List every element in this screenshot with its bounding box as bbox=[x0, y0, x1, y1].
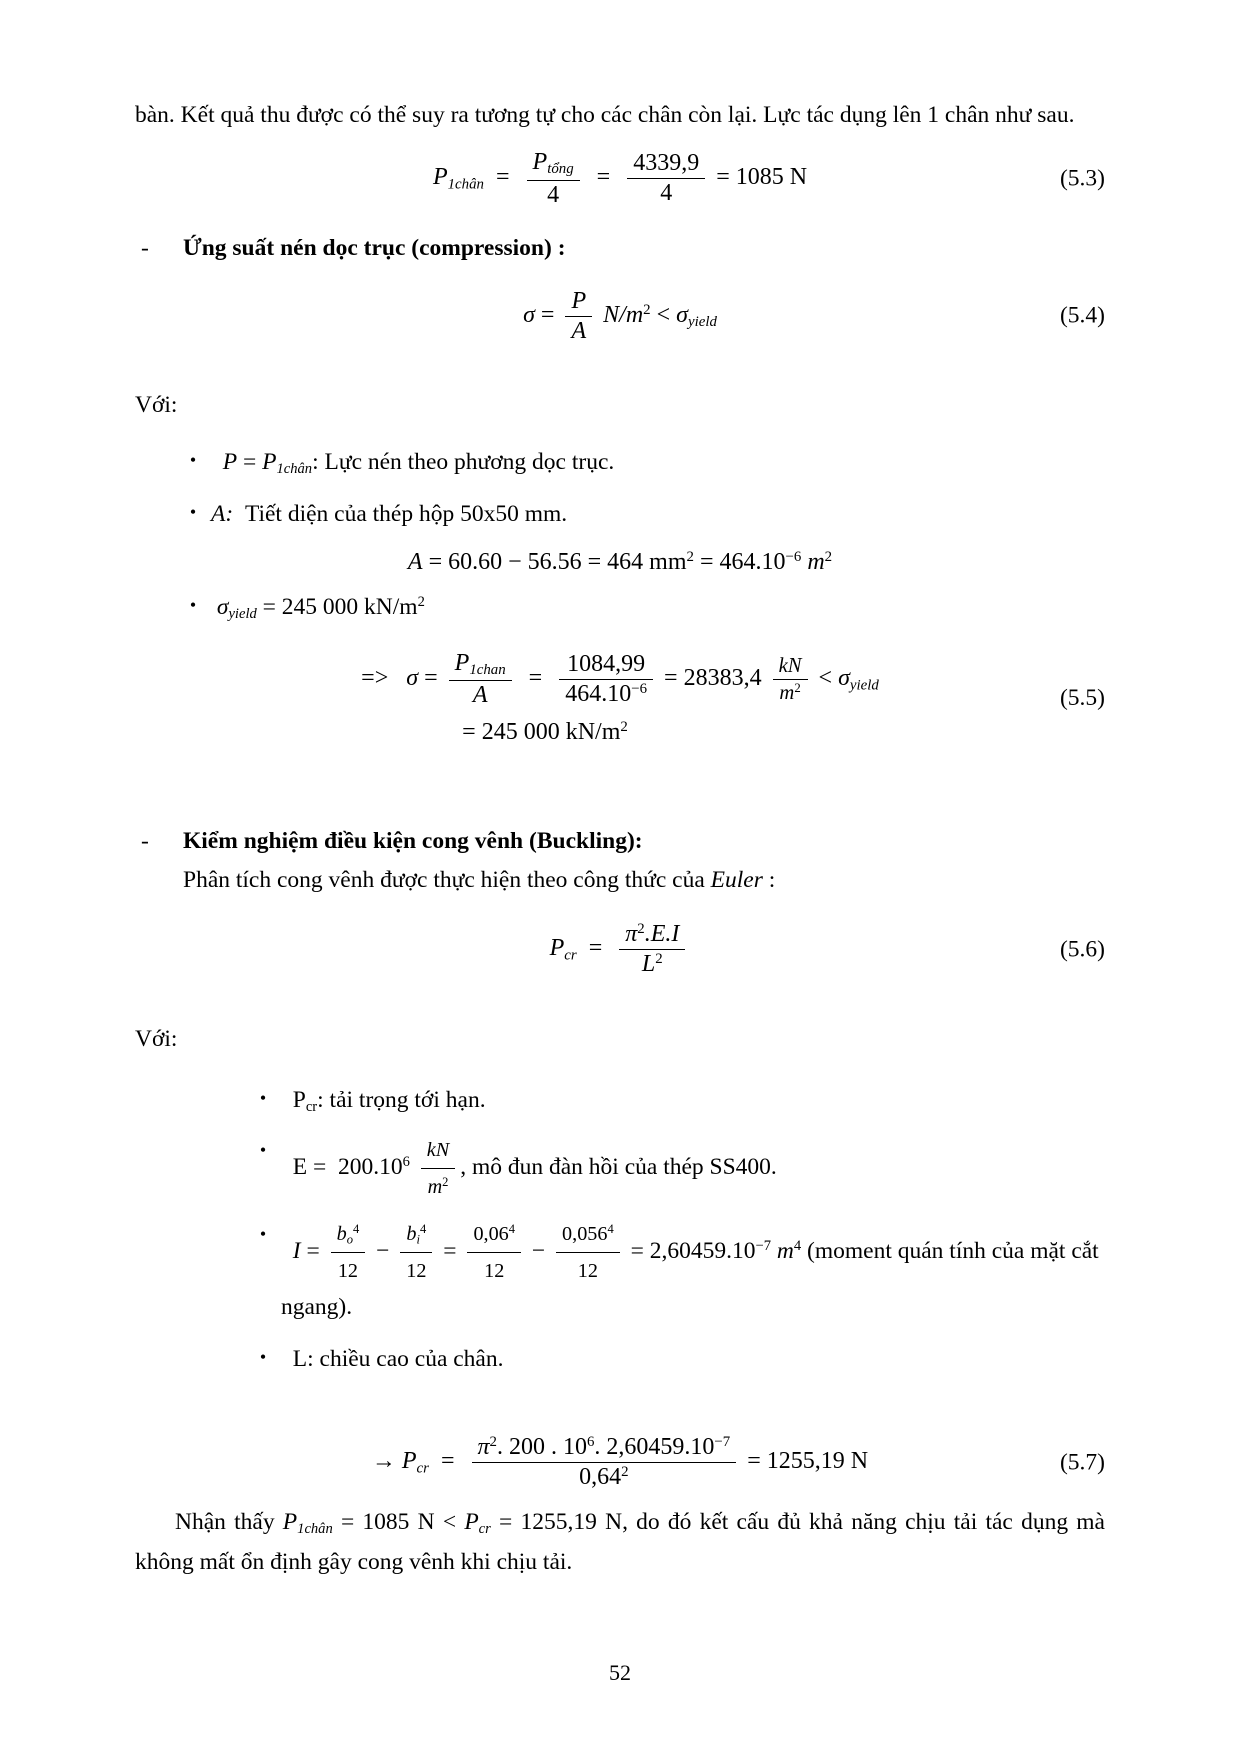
eq55-sigma-yield: σ bbox=[838, 665, 850, 692]
eq55-sigma: σ bbox=[406, 665, 419, 692]
eq55-den2-sup: −6 bbox=[631, 680, 648, 697]
area-sup-1: 2 bbox=[686, 548, 694, 565]
e-unit-fraction bbox=[421, 1133, 455, 1205]
buckling-label: Kiểm nghiệm điều kiện cong vênh (Buckling): bbox=[183, 828, 643, 855]
l-symbol: L bbox=[292, 1346, 308, 1373]
eq53-num-1 bbox=[527, 149, 580, 179]
eq55-unit-den-sup: 2 bbox=[794, 680, 801, 695]
area-tail: m bbox=[807, 549, 825, 576]
bullet-dot-icon: • bbox=[259, 1223, 267, 1244]
i-fraction-1 bbox=[331, 1217, 366, 1289]
list-item-moment-inertia bbox=[245, 1217, 1105, 1329]
e-unit-den-sup: 2 bbox=[442, 1175, 449, 1190]
pcr-text bbox=[281, 1081, 1105, 1121]
i-fraction-3 bbox=[467, 1217, 521, 1289]
i-fraction-4 bbox=[556, 1217, 620, 1289]
a-definition-text bbox=[211, 495, 1105, 535]
list-item-l-height bbox=[245, 1340, 1105, 1380]
i-num1-sup: 4 bbox=[352, 1221, 360, 1236]
eq55-equals-2: = bbox=[522, 665, 549, 692]
i-num2-sub: i bbox=[416, 1232, 420, 1247]
eq54-fraction bbox=[565, 288, 592, 345]
section-compression bbox=[135, 235, 1105, 262]
eq56-fraction bbox=[619, 921, 685, 978]
i-num-2 bbox=[400, 1217, 432, 1252]
compression-dash: - bbox=[141, 234, 149, 261]
eq55-sigma-yield-sub: yield bbox=[849, 677, 879, 694]
e-symbol: E bbox=[292, 1154, 308, 1181]
buckling-subtext-pre: Phân tích cong vênh được thực hiện theo công thức của bbox=[183, 867, 705, 894]
eq54-sigma-yield: σ bbox=[676, 301, 688, 328]
conclusion-mid2: = 1255,19 N bbox=[499, 1508, 623, 1535]
eq55-num1-sub: 1chan bbox=[469, 662, 506, 679]
eq55-result: = 28383,4 bbox=[664, 665, 762, 692]
eq57-fraction bbox=[472, 1434, 737, 1491]
area-A: A bbox=[407, 549, 423, 576]
buckling-euler: Euler bbox=[710, 867, 763, 894]
eq53-fraction-1 bbox=[527, 149, 580, 208]
e-equals: = bbox=[312, 1154, 327, 1181]
eq56-equals: = bbox=[588, 935, 603, 962]
i-num-3 bbox=[467, 1217, 521, 1252]
i-equals: = bbox=[306, 1237, 320, 1264]
buckling-dash: - bbox=[141, 828, 149, 855]
eq55-line2-sup: 2 bbox=[620, 719, 628, 736]
i-num2-base: b bbox=[406, 1222, 417, 1245]
p-var: P bbox=[262, 448, 277, 475]
p-equals: = bbox=[242, 448, 257, 475]
eq57-num-mid2: . 2,60459.10 bbox=[594, 1434, 715, 1461]
sigma-yield-sub: yield bbox=[228, 606, 257, 623]
eq56-num-sup: 2 bbox=[637, 921, 645, 938]
equation-5-5-line2 bbox=[135, 719, 1105, 746]
bullet-dot-icon: • bbox=[189, 595, 197, 616]
area-sup-3: 2 bbox=[824, 548, 833, 565]
i-den-3: 12 bbox=[467, 1252, 521, 1288]
bullet-dot-icon: • bbox=[189, 449, 197, 470]
bullet-dot-icon: • bbox=[259, 1087, 267, 1108]
page-number: 52 bbox=[609, 1660, 631, 1685]
eq57-lhs-sub: cr bbox=[416, 1460, 429, 1477]
conclusion-v2: P bbox=[464, 1508, 479, 1535]
equation-5-4 bbox=[135, 288, 1105, 345]
bullet-dot-icon: • bbox=[259, 1139, 267, 1160]
equation-area bbox=[135, 549, 1105, 576]
i-den-1: 12 bbox=[331, 1252, 366, 1288]
conclusion-post: , do đó kết cấu đủ khả năng chịu tải tác dụng mà không mất ổn định gây cong vênh khi chịu tải. bbox=[135, 1508, 1105, 1575]
eq53-num1-sub: tổng bbox=[547, 161, 574, 178]
i-desc: (moment quán tính của mặt cắt ngang). bbox=[281, 1237, 1099, 1321]
eq57-arrow: → bbox=[371, 1448, 396, 1475]
i-unit: m bbox=[776, 1237, 794, 1264]
i-num4-sup: 4 bbox=[607, 1221, 614, 1236]
eq55-num-2: 1084,99 bbox=[567, 650, 646, 677]
eq56-num-rest: .E.I bbox=[644, 921, 680, 948]
eq53-fraction-2 bbox=[627, 150, 705, 207]
list-item-a-definition bbox=[175, 495, 1105, 535]
intro-paragraph: bàn. Kết quả thu được có thể suy ra tương tự cho các chân còn lại. Lực tác dụng lên 1 chân như sau. bbox=[135, 102, 1075, 128]
eq55-equals: = bbox=[424, 665, 438, 692]
eq56-lhs: P bbox=[549, 935, 565, 962]
i-num1-sub: o bbox=[346, 1232, 353, 1247]
i-minus-1: − bbox=[376, 1237, 390, 1264]
equation-5-6 bbox=[135, 921, 1105, 978]
eq57-den bbox=[472, 1462, 737, 1491]
conclusion-v2-sub: cr bbox=[478, 1520, 491, 1537]
i-den-4: 12 bbox=[556, 1252, 620, 1288]
eq56-den-sup: 2 bbox=[655, 951, 663, 968]
equation-5-7 bbox=[135, 1434, 1105, 1491]
eq55-num-1 bbox=[449, 650, 512, 680]
eq57-den-base: 0,64 bbox=[579, 1464, 622, 1491]
sigma-yield-sup: 2 bbox=[417, 594, 425, 611]
bullet-dot-icon: • bbox=[189, 501, 197, 522]
equation-5-4-body bbox=[135, 288, 1105, 345]
eq53-lhs-sub: 1chân bbox=[447, 176, 484, 193]
pcr-desc: : tải trọng tới hạn. bbox=[317, 1086, 486, 1113]
l-height-text bbox=[281, 1340, 1105, 1380]
eq54-num: P bbox=[571, 287, 587, 314]
eq55-arrow: => bbox=[361, 665, 389, 692]
e-unit-num: kN bbox=[426, 1138, 450, 1161]
eq57-num-sup3: −7 bbox=[714, 1434, 731, 1451]
area-rest: = 60.60 − 56.56 = 464 mm bbox=[428, 549, 687, 576]
equation-5-6-number: (5.6) bbox=[1059, 936, 1105, 963]
eq55-fraction-2 bbox=[559, 651, 653, 708]
eq57-equals: = bbox=[440, 1448, 455, 1475]
conclusion-v1-sub: 1chân bbox=[297, 1520, 333, 1537]
eq57-num-sup: 2 bbox=[489, 1434, 497, 1451]
i-num2-sup: 4 bbox=[419, 1221, 427, 1236]
i-equals-2: = bbox=[443, 1237, 457, 1264]
i-num1-base: b bbox=[336, 1222, 347, 1245]
sigma-yield-value: = 245 000 kN/m bbox=[262, 594, 418, 621]
equation-5-6-body bbox=[135, 921, 1105, 978]
e-modulus-text bbox=[281, 1133, 1105, 1205]
eq53-den-2: 4 bbox=[627, 178, 705, 207]
equation-5-5-body bbox=[135, 650, 1105, 709]
equation-5-4-number: (5.4) bbox=[1059, 302, 1105, 329]
i-num3-base: 0,06 bbox=[473, 1222, 509, 1245]
i-unit-sup: 4 bbox=[793, 1237, 802, 1254]
e-desc: , mô đun đàn hồi của thép SS400. bbox=[460, 1154, 777, 1181]
conclusion-paragraph bbox=[135, 1502, 1105, 1583]
equation-5-7-body bbox=[135, 1434, 1105, 1491]
i-symbol: I bbox=[292, 1237, 301, 1264]
sigma-yield-text bbox=[211, 588, 1105, 628]
eq54-equals: = bbox=[540, 301, 555, 328]
area-mid: = 464.10 bbox=[699, 549, 786, 576]
i-result-sup: −7 bbox=[755, 1237, 771, 1254]
a-definition-rest: Tiết diện của thép hộp 50x50 mm. bbox=[244, 500, 568, 527]
e-value: 200.10 bbox=[338, 1154, 403, 1181]
eq57-num-mid: . 200 . 10 bbox=[496, 1434, 587, 1461]
eq55-unit-fraction bbox=[773, 655, 808, 705]
equation-5-7-number: (5.7) bbox=[1059, 1449, 1105, 1476]
i-num-1 bbox=[331, 1217, 366, 1252]
eq57-result: = 1255,19 N bbox=[747, 1448, 869, 1475]
p-var-sub: 1chân bbox=[276, 461, 313, 478]
buckling-subtext-post: : bbox=[768, 867, 776, 894]
eq57-den-sup: 2 bbox=[621, 1464, 629, 1481]
equation-5-5 bbox=[135, 650, 1105, 746]
compression-label: Ứng suất nén dọc trục (compression) : bbox=[183, 234, 566, 261]
list-item-pcr bbox=[245, 1081, 1105, 1121]
sigma-yield-symbol: σ bbox=[216, 594, 229, 621]
pcr-symbol-sub: cr bbox=[305, 1099, 318, 1116]
eq55-lt: < bbox=[818, 665, 833, 692]
eq55-line2: = 245 000 kN/m bbox=[462, 719, 621, 746]
eq55-den-2 bbox=[559, 679, 653, 708]
p-definition-rest: : Lực nén theo phương dọc trục. bbox=[312, 448, 615, 475]
i-num3-sup: 4 bbox=[508, 1221, 516, 1236]
eq55-fraction-1 bbox=[449, 650, 512, 709]
moment-inertia-text bbox=[281, 1217, 1105, 1329]
voi-label-2: Với: bbox=[135, 1025, 178, 1052]
list-item-sigma-yield bbox=[175, 588, 1105, 628]
eq56-num-pi: π bbox=[625, 921, 638, 948]
equation-5-5-number: (5.5) bbox=[1059, 685, 1105, 712]
voi-label-1: Với: bbox=[135, 391, 178, 418]
eq54-unit: N/m bbox=[603, 301, 644, 328]
eq54-lt: < bbox=[656, 301, 671, 328]
i-equals-3: = bbox=[630, 1237, 644, 1264]
eq55-unit-den-base: m bbox=[779, 681, 795, 704]
eq53-den-1: 4 bbox=[527, 180, 580, 209]
section-buckling bbox=[135, 828, 1105, 855]
eq53-lhs: P bbox=[432, 164, 448, 191]
equation-5-3-number: (5.3) bbox=[1059, 165, 1105, 192]
eq53-num1-var: P bbox=[532, 149, 548, 176]
conclusion-pre: Nhận thấy bbox=[175, 1508, 275, 1535]
eq53-equals: = bbox=[489, 164, 516, 191]
eq56-den-base: L bbox=[641, 951, 656, 978]
eq56-num bbox=[619, 921, 685, 949]
eq54-unit-sup: 2 bbox=[643, 301, 651, 318]
list-item-e-modulus bbox=[245, 1133, 1105, 1205]
eq55-unit-num: kN bbox=[778, 654, 802, 677]
eq53-equals-2: = bbox=[590, 164, 617, 191]
eq55-num1-var: P bbox=[454, 649, 470, 676]
eq56-lhs-sub: cr bbox=[564, 947, 577, 964]
p-symbol: P bbox=[222, 448, 238, 475]
eq54-den: A bbox=[565, 316, 592, 345]
buckling-subtext bbox=[183, 861, 1105, 901]
p-definition-text bbox=[211, 443, 1105, 483]
equation-5-3 bbox=[135, 149, 1105, 208]
pcr-symbol: P bbox=[292, 1086, 306, 1113]
conclusion-v1: P bbox=[282, 1508, 298, 1535]
eq54-sigma-yield-sub: yield bbox=[687, 313, 717, 330]
e-unit-den bbox=[421, 1168, 455, 1204]
i-minus-2: − bbox=[531, 1237, 546, 1264]
eq57-num-sup2: 6 bbox=[586, 1434, 595, 1451]
conclusion-mid1: = 1085 N < bbox=[340, 1508, 457, 1535]
eq56-den bbox=[619, 949, 685, 978]
i-num4-base: 0,056 bbox=[562, 1222, 608, 1245]
eq57-lhs: P bbox=[401, 1448, 417, 1475]
eq55-den2-base: 464.10 bbox=[565, 681, 632, 708]
a-symbol: A: bbox=[211, 500, 234, 527]
i-result: 2,60459.10 bbox=[649, 1237, 756, 1264]
equation-5-3-body bbox=[135, 149, 1105, 208]
area-sup-2: −6 bbox=[785, 548, 802, 565]
eq55-den-1: A bbox=[449, 680, 512, 709]
eq57-num-pi: π bbox=[477, 1434, 490, 1461]
eq53-num-2: 4339,9 bbox=[633, 150, 700, 177]
i-den-2: 12 bbox=[400, 1252, 432, 1288]
eq55-unit-den bbox=[773, 679, 808, 705]
l-desc: : chiều cao của chân. bbox=[307, 1346, 504, 1373]
i-num-4 bbox=[556, 1217, 620, 1252]
list-item-p-definition bbox=[175, 443, 1105, 483]
eq54-sigma: σ bbox=[523, 301, 535, 328]
i-fraction-2 bbox=[400, 1217, 432, 1289]
eq57-num bbox=[472, 1434, 737, 1462]
eq53-result: = 1085 N bbox=[716, 164, 808, 191]
bullet-dot-icon: • bbox=[259, 1347, 267, 1368]
e-value-sup: 6 bbox=[402, 1154, 410, 1171]
e-unit-den-base: m bbox=[427, 1176, 443, 1199]
